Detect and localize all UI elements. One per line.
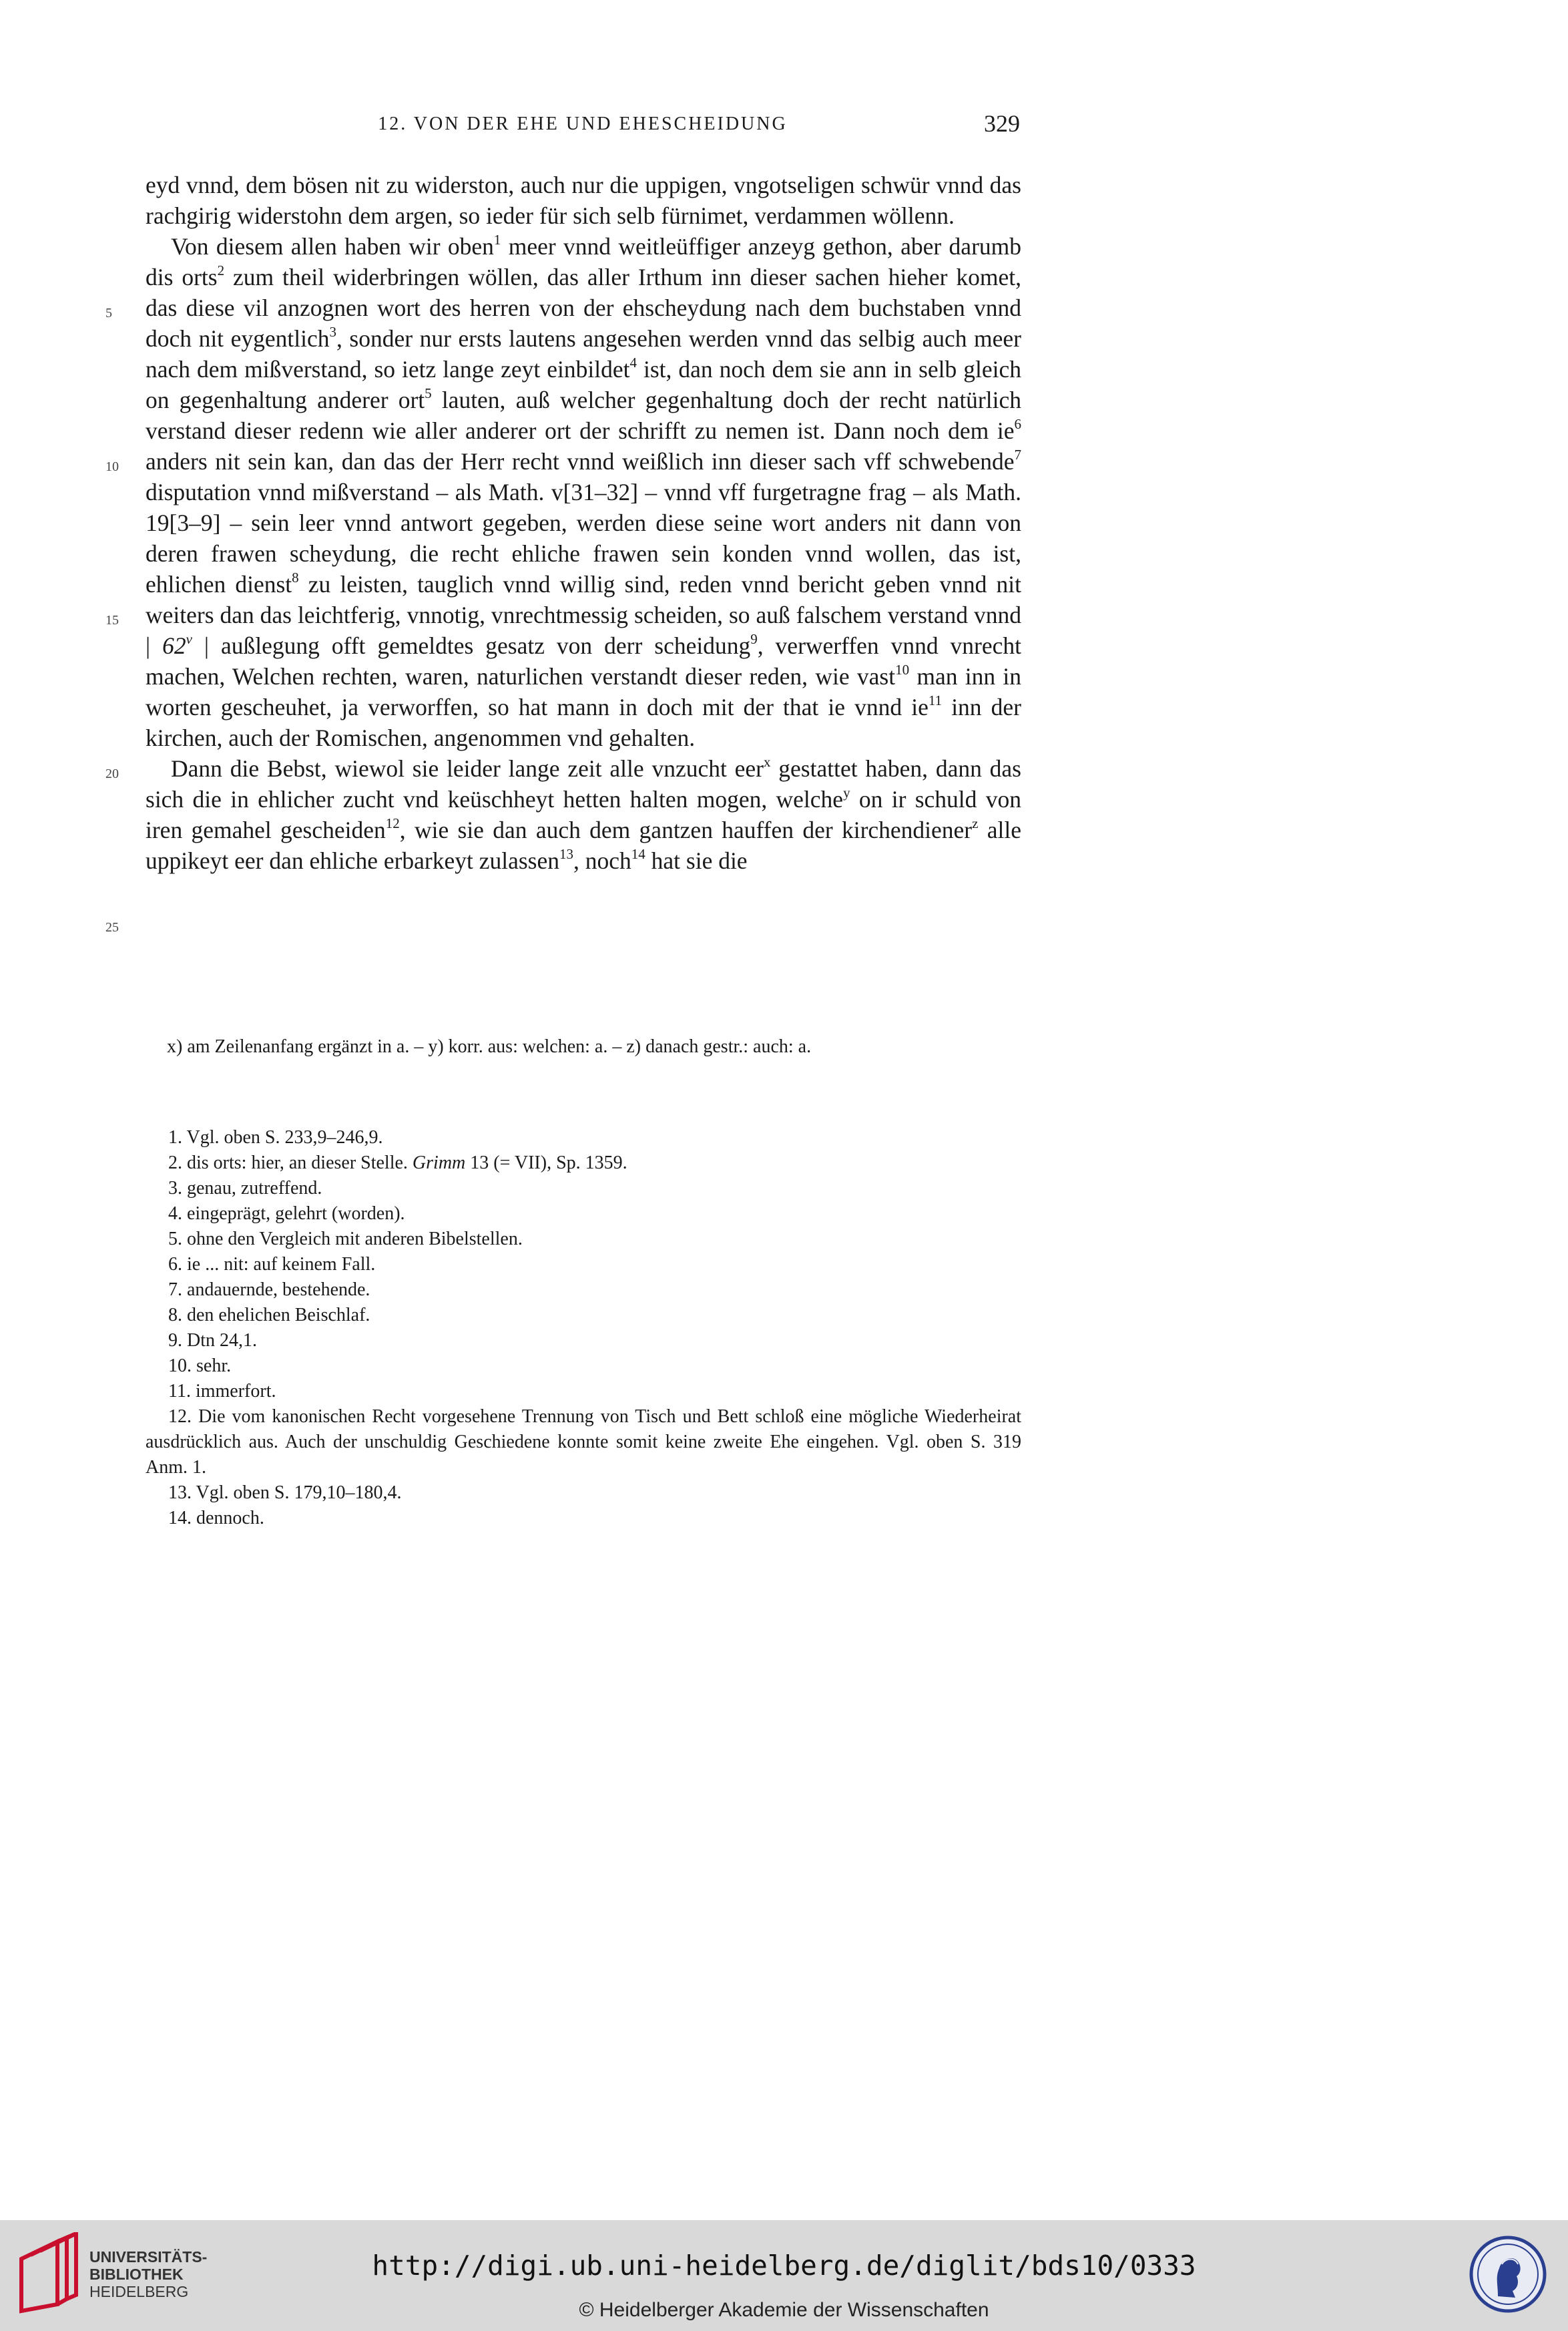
text-run: disputation vnnd mißverstand – als Math. v[31–32] – vnnd vff furgetragne frag – als Math. 19[3–9] – sein leer vnnd antwort gegeben, werden diese seine wort anders nit dann von deren frawen scheydung, die recht ehliche frawen sein konden vnnd wollen, das ist, ehlichen dienst	[146, 479, 1021, 598]
footnote: 8. den ehelichen Beischlaf.	[168, 1305, 370, 1325]
line-number: 25	[105, 920, 119, 935]
running-title: 12. VON DER EHE UND EHESCHEIDUNG	[378, 114, 788, 134]
library-name-line: UNIVERSITÄTS-	[89, 2248, 208, 2266]
folio-side: v	[186, 630, 192, 647]
text-run: lauten, auß welcher gegenhaltung doch der recht natürlich verstand dieser redenn wie aller anderer ort der schrifft zu nemen ist. Dann noch dem ie	[146, 387, 1021, 444]
paragraph-2	[146, 231, 1021, 753]
library-name-line: BIBLIOTHEK	[89, 2266, 184, 2283]
footnotes	[146, 1125, 1021, 1531]
text-run: meer vnnd weitleüffiger anzeyg gethon, aber darumb dis orts	[146, 233, 1021, 290]
text-run: Von diesem allen haben wir oben	[171, 233, 494, 260]
footnote-ref: 12	[385, 815, 400, 831]
text-run: , noch	[573, 847, 631, 874]
footnote-text: 2. dis orts: hier, an dieser Stelle.	[168, 1152, 413, 1173]
footnote-ref: 10	[895, 661, 910, 678]
line-number: 10	[105, 459, 119, 474]
footnote: 1. Vgl. oben S. 233,9–246,9.	[168, 1127, 383, 1148]
footnote: 14. dennoch.	[168, 1508, 264, 1528]
text-run: alle uppikeyt eer dan ehliche erbarkeyt zulassen	[146, 817, 1021, 874]
main-text	[146, 170, 1021, 876]
text-run: man inn in worten gescheuhet, ja verworffen, so hat mann in doch mit der that ie vnnd ie	[146, 663, 1021, 720]
footnote	[146, 1150, 1021, 1176]
footnote: 9. Dtn 24,1.	[168, 1330, 257, 1351]
footnote-ref: 13	[559, 845, 573, 862]
apparatus-ref: z	[972, 815, 979, 831]
source-url-link[interactable]: http://digi.ub.uni-heidelberg.de/diglit/bds10/0333	[372, 2250, 1196, 2282]
text-run: Dann die Bebst, wiewol sie leider lange zeit alle vnzucht eer	[171, 755, 764, 782]
text-run: inn der kirchen, auch der Romischen, angenommen vnd gehalten.	[146, 694, 1021, 751]
line-number: 20	[105, 767, 119, 781]
paragraph-1: eyd vnnd, dem bösen nit zu widerston, auch nur die uppigen, vngotseligen schwür vnnd das rachgirig widerstohn dem argen, so ieder für sich selb fürnimet, verdammen wöllenn.	[146, 172, 1021, 229]
text-run: hat sie die	[645, 847, 748, 874]
text-run: ist, dan noch dem sie ann in selb gleich on gegenhaltung anderer ort	[146, 356, 1021, 413]
footnote: 5. ohne den Vergleich mit anderen Bibelstellen.	[168, 1229, 523, 1249]
critical-apparatus: x) am Zeilenanfang ergänzt in a. – y) korr. aus: welchen: a. – z) danach gestr.: auch: a.	[167, 1036, 812, 1057]
apparatus-ref: x	[763, 753, 771, 770]
line-number: 5	[105, 306, 112, 321]
text-run: , sonder nur ersts lautens angesehen werden vnnd das selbig auch meer nach dem mißverstand, so ietz lange zeyt einbildet	[146, 325, 1021, 383]
copyright-notice: © Heidelberger Akademie der Wissenschaften	[579, 2299, 989, 2321]
line-number: 15	[105, 613, 119, 628]
footnote-text: 13 (= VII), Sp. 1359.	[465, 1152, 627, 1173]
footnote-ref: 4	[629, 354, 637, 371]
footnote: 11. immerfort.	[168, 1381, 276, 1402]
footnote: 10. sehr.	[168, 1355, 232, 1376]
footnote: 12. Die vom kanonischen Recht vorgesehene Trennung von Tisch und Bett schloß eine mögliche Wiederheirat ausdrücklich aus. Auch der unschuldig Geschiedene konnte somit keine zweite Ehe eingehen. Vgl. oben S. 319 Anm. 1.	[146, 1406, 1021, 1478]
text-run: gestattet haben, dann das sich die in ehlicher zucht vnd keüschheyt hetten halten mogen, welche	[146, 755, 1021, 813]
footnote: 6. ie ... nit: auf keinem Fall.	[168, 1254, 376, 1275]
library-name-line: HEIDELBERG	[89, 2283, 189, 2300]
footnote-ref: 1	[493, 231, 501, 248]
footnote-ref: 5	[425, 385, 432, 401]
text-run: zu leisten, tauglich vnnd willig sind, reden vnnd bericht geben vnnd nit weiters dan das leichtferig, vnnotig, vnrechtmessig scheiden, so auß falschem verstand vnnd |	[146, 571, 1021, 659]
footnote-ref: 3	[329, 323, 336, 340]
footnote-ref: 8	[292, 569, 299, 586]
academy-seal-icon	[1469, 2235, 1547, 2314]
page-number: 329	[984, 110, 1020, 137]
footnote: 4. eingeprägt, gelehrt (worden).	[168, 1203, 405, 1224]
footnote-ref: 2	[217, 262, 225, 278]
footer-bar	[0, 2220, 1568, 2331]
apparatus-ref: y	[843, 784, 850, 801]
text-run: on ir schuld von iren gemahel gescheiden	[146, 786, 1021, 843]
text-run: zum theil widerbringen wöllen, das aller Irthum inn dieser sachen hieher komet, das diese vil anzognen wort des herren von der ehscheydung nach dem buchstaben vnnd doch nit eygentlich	[146, 264, 1021, 352]
footnote: 3. genau, zutreffend.	[168, 1178, 322, 1199]
running-head	[146, 107, 1020, 147]
text-run: | außlegung offt gemeldtes gesatz von derr scheidung	[192, 632, 751, 659]
folio-marker: 62	[162, 632, 186, 659]
footnote-italic: Grimm	[412, 1152, 466, 1173]
footnote: 13. Vgl. oben S. 179,10–180,4.	[168, 1482, 402, 1503]
text-run: , verwerffen vnnd vnrecht machen, Welchen rechten, waren, naturlichen verstandt dieser reden, wie vast	[146, 632, 1021, 690]
paragraph-3	[146, 753, 1021, 876]
footnote-ref: 14	[631, 845, 645, 862]
text-run: , wie sie dan auch dem gantzen hauffen der kirchendiener	[399, 817, 973, 843]
footnote-ref: 7	[1014, 446, 1021, 463]
footnote-ref: 9	[750, 630, 758, 647]
footnote-ref: 6	[1014, 415, 1021, 432]
footnote: 7. andauernde, bestehende.	[168, 1279, 370, 1300]
text-run: anders nit sein kan, dan das der Herr recht vnnd weißlich inn dieser sach vff schwebende	[146, 448, 1015, 475]
footnote-ref: 11	[928, 692, 943, 708]
